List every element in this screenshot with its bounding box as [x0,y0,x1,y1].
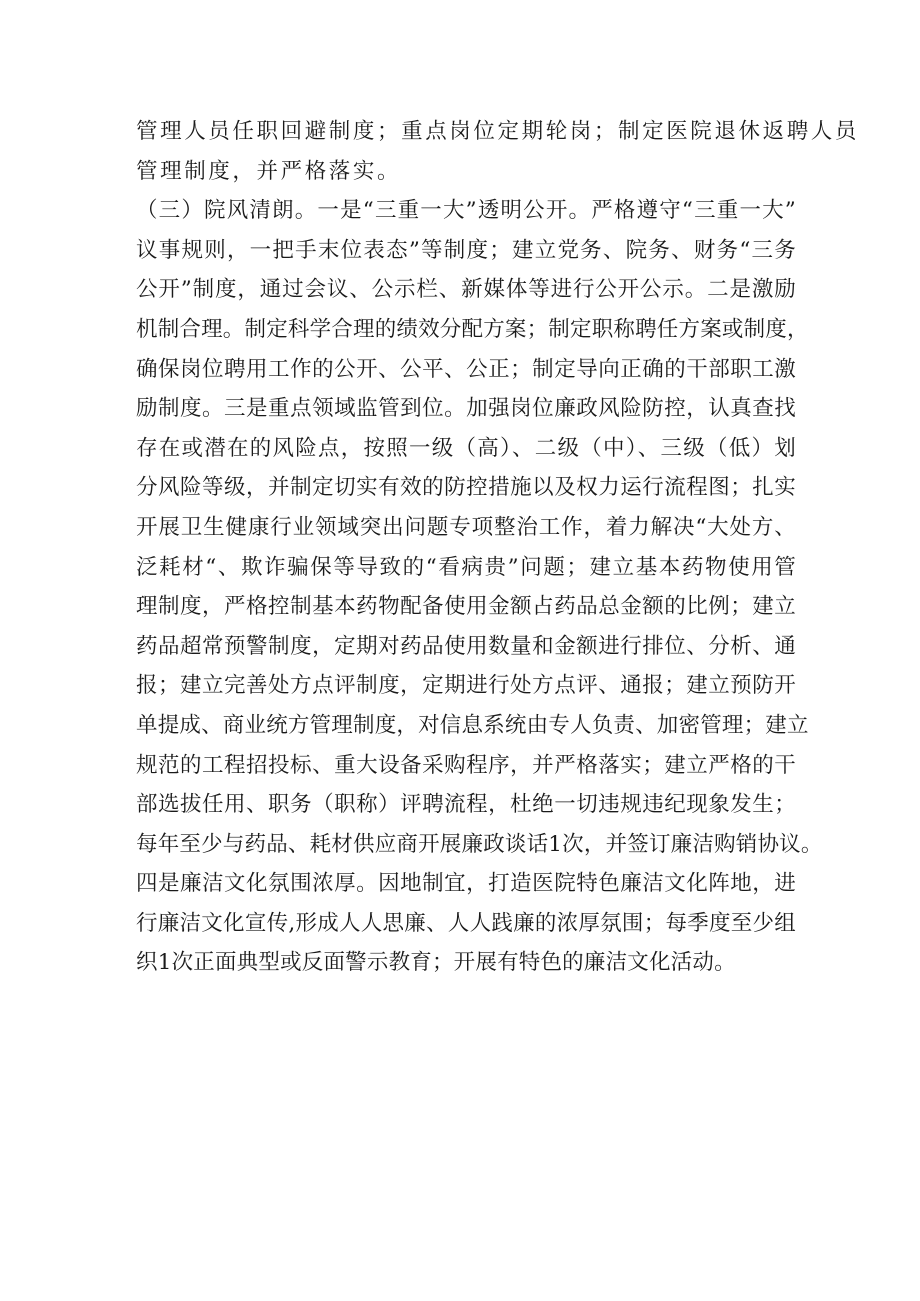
text-line: 管理制度，并严格落实。 [136,158,402,184]
text-line: 机制合理。制定科学合理的绩效分配方案；制定职称聘任方案或制度， [136,316,809,342]
text-line: 确保岗位聘用工作的公开、公平、公正；制定导向正确的干部职工激 [136,356,796,382]
paragraph-2 [136,191,823,983]
text-line: 励制度。三是重点领域监管到位。加强岗位廉政风险防控，认真查找 [136,396,796,422]
text-line: 管理人员任职回避制度；重点岗位定期轮岗；制定医院退休返聘人员 [136,119,860,144]
text-line: 议事规则，一把手末位表态”等制度；建立党务、院务、财务“三务 [136,237,796,263]
document-body [136,112,860,983]
text-line: 每年至少与药品、耗材供应商开展廉政谈话1次，并签订廉洁购销协议。 [136,831,823,857]
text-line: 单提成、商业统方管理制度，对信息系统由专人负责、加密管理；建立 [136,712,809,738]
text-line: 报；建立完善处方点评制度，定期进行处方点评、通报；建立预防开 [136,673,796,699]
text-line: 公开”制度，通过会议、公示栏、新媒体等进行公开公示。二是激励 [136,277,796,303]
text-line: 开展卫生健康行业领域突出问题专项整治工作，着力解决“大处方、 [136,514,796,540]
text-line: 泛耗材“、欺诈骗保等导致的“看病贵”问题；建立基本药物使用管 [136,554,796,580]
text-line: 规范的工程招投标、重大设备采购程序，并严格落实；建立严格的干 [136,752,796,778]
text-line: 四是廉洁文化氛围浓厚。因地制宜，打造医院特色廉洁文化阵地，进 [136,871,796,897]
text-line: 药品超常预警制度，定期对药品使用数量和金额进行排位、分析、通 [136,633,796,659]
paragraph-1 [136,112,860,191]
text-line: 部选拔任用、职务（职称）评聘流程，杜绝一切违规违纪现象发生； [136,792,796,818]
text-line: 织1次正面典型或反面警示教育；开展有特色的廉洁文化活动。 [136,950,736,976]
text-line: 行廉洁文化宣传,形成人人思廉、人人践廉的浓厚氛围；每季度至少组 [136,910,796,936]
text-line: 分风险等级，并制定切实有效的防控措施以及权力运行流程图；扎实 [136,475,796,501]
text-line: （三）院风清朗。一是“三重一大”透明公开。严格遵守“三重一大” [136,198,796,224]
text-line: 存在或潜在的风险点，按照一级（高）、二级（中）、三级（低）划 [136,435,796,461]
text-line: 理制度，严格控制基本药物配备使用金额占药品总金额的比例；建立 [136,594,796,620]
